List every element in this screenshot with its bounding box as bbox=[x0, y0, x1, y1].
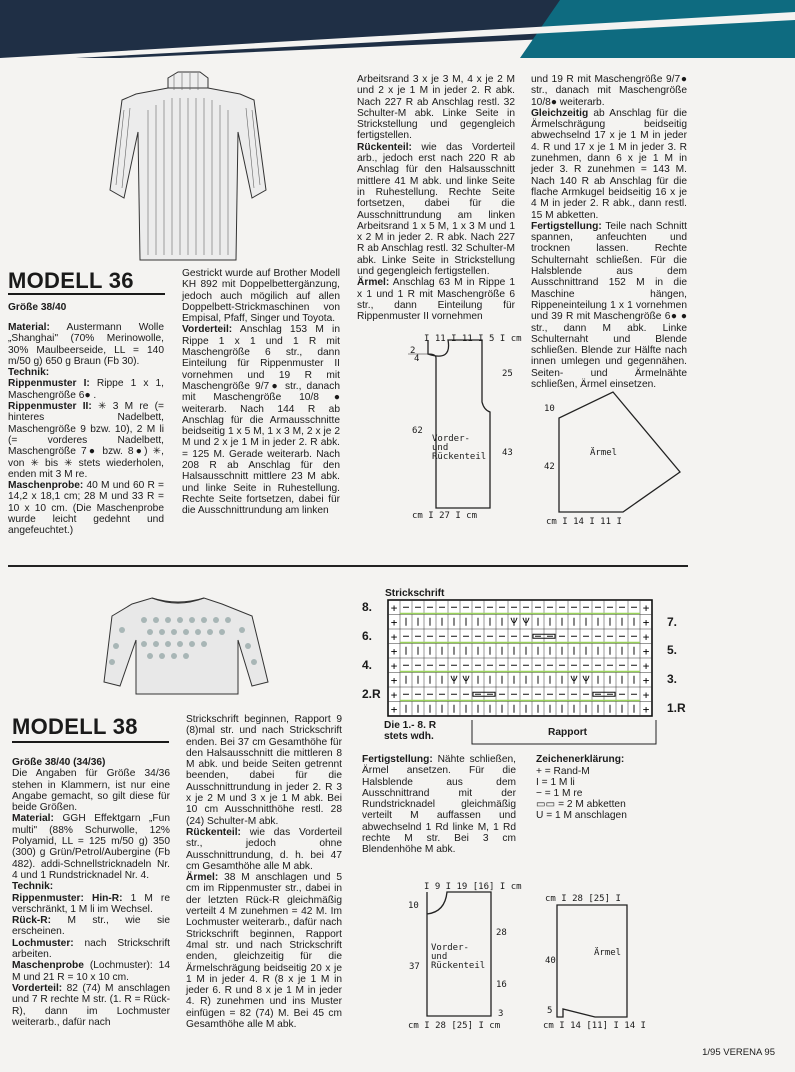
paragraph-heading: Fertigstellung: bbox=[531, 220, 602, 232]
chart-title: Strickschrift bbox=[385, 588, 445, 599]
paragraph-text: Strickschrift beginnen, Rapport 9 (8)mal str. und nach Strickschrift enden. Bei 37 cm Gesamthöhe für den Halsausschnitt die mittleren 8 M abk. und beide Seiten getrennt beenden, dabei für die Ausschnittrundung in jeder 2. R 3 x je 2 M und 3 x je 1 M abk. Bei 10 cm Ausschnitthöhe restl. 28 (24) Schulter-M abk. bbox=[186, 714, 342, 827]
paragraph-heading: Material: bbox=[12, 813, 54, 825]
paragraph-text: Anschlag 153 M in Rippe 1 x 1 und 1 R mit Maschengröße 6 str., dann Einteilung für Rippenmuster II vornehmen und 19 R mit Maschengröße 9/7● str., danach mit Maschengröße 10/8● weiterarb. Nach 144 R ab Anschlag für die Armausschnitte beidseitig 1 x 5 M, 1 x 3 M, 2 x je 2 M und 2 x je 1 M in jeder 2. R abk. = 125 M. Gerade weiterarb. Nach 208 R ab Anschlag für den Halsausschnitt mittlere 23 M abk. und linke Seite in Ruhestellung. Rechte Seite fortsetzen, dabei für die Ausschnittrundung am linken bbox=[182, 324, 340, 517]
paragraph-text: 38 M anschlagen und 5 cm im Rippenmuster str., dabei in der letzten Rück-R gleichmäßig verteilt 4 M zunehmen = 42 M. Im Lochmuster weiterarb., dafür nach Strickschrift beginnen, Rapport 4mal str. und nach Strickschrift enden, gleichzeitig für die Ärmelschrägung beidseitig 20 x je 1 M in jeder 4. R (8 x je 1 M in jeder 6. R und 8 x je 1 M in jeder 4. R) zunehmen und ins Muster einfügen = 82 (74) M. Bei 45 cm Gesamthöhe alle M abk. bbox=[186, 872, 342, 1031]
m38-front-top-dim: I 9 I 19 [16] I cm bbox=[424, 882, 522, 892]
paragraph-text: nach Strickschrift arbeiten. bbox=[12, 937, 170, 961]
paragraph-heading: Rippenmuster I: bbox=[8, 378, 90, 390]
paragraph-heading: Ärmel: bbox=[357, 277, 390, 289]
svg-text:+: + bbox=[390, 659, 398, 673]
paragraph-heading: Vorderteil: bbox=[182, 324, 233, 336]
m36-front-top-dim: I 11 I 11 I 5 I cm bbox=[424, 334, 522, 344]
paragraph-text: Rippe 1 x 1, Maschengröße 6● . bbox=[8, 378, 164, 401]
chart-row-2: 2.R bbox=[362, 687, 381, 701]
model-36-title: MODELL 36 bbox=[8, 268, 134, 293]
svg-text:+: + bbox=[642, 688, 650, 702]
m38-front-label-2: und bbox=[431, 952, 448, 962]
paragraph-text: wie das Vorderteil arb., jedoch erst nach 220 R ab Anschlag für den Halsausschnitt mittlere 41 M abk. und linke Seite in Ruhestellung. Rechte Seite fortsetzen, dabei für die Ausschnittrundung am linken Arbeitsrand 1 x 5 M, 1 x 3 M und 1 x 2 M in jeder 2. R abk. Nach 227 R ab Anschlag restl. 32 Schulter-M abk. Linke Seite in Strickstellung und gegengleich fertigstellen. bbox=[357, 141, 515, 278]
svg-text:+: + bbox=[642, 630, 650, 644]
paragraph-heading: Maschenprobe: bbox=[8, 480, 84, 492]
chart-row-7: 7. bbox=[667, 615, 678, 629]
svg-text:+: + bbox=[642, 702, 650, 716]
paragraph-heading: Größe 38/40 (34/36) bbox=[12, 757, 106, 768]
m36-front-bottom-dim: cm I 27 I cm bbox=[412, 511, 478, 521]
paragraph bbox=[531, 221, 687, 390]
m36-front-dim-4: 4 bbox=[414, 354, 420, 364]
paragraph bbox=[8, 378, 164, 401]
m38-sleeve-bottom-dim: cm I 14 [11] I 14 I bbox=[543, 1021, 646, 1031]
m38-text-col1 bbox=[12, 757, 170, 1028]
paragraph-heading: Technik: bbox=[12, 881, 54, 893]
paragraph-heading: Rückenteil: bbox=[357, 141, 412, 153]
chart-row-1: 1.R bbox=[667, 701, 686, 715]
chart-note-2: stets wdh. bbox=[384, 731, 434, 742]
paragraph-text: 40 M und 60 R = 14,2 x 18,1 cm; 28 M und 33 R = 10 x 10 cm. (Die Maschenprobe wurde leicht gedehnt und angefeuchtet.) bbox=[8, 480, 164, 537]
paragraph bbox=[8, 401, 164, 480]
paragraph-text: Die Angaben für Größe 34/36 stehen in Klammern, ist nur eine Angabe gemacht, so gilt diese für beide Größen. bbox=[12, 768, 170, 814]
m36-text-col2 bbox=[182, 268, 340, 517]
m36-front-label-2: und bbox=[432, 443, 449, 453]
paragraph bbox=[531, 108, 687, 221]
m36-front-dim-25: 25 bbox=[502, 369, 513, 379]
m36-sleeve-label: Ärmel bbox=[590, 448, 618, 458]
paragraph-heading: Gleichzeitig bbox=[531, 107, 589, 119]
model-36-title-rule bbox=[8, 293, 165, 295]
paragraph-text: Gestrickt wurde auf Brother Modell KH 892 mit Doppelbettergänzung, jedoch auch mögilich auf allen Doppelbett-Strickmaschinen von Empisal, Pfaff, Singer und Toyota. bbox=[182, 268, 340, 325]
m36-sleeve-bottom-dim: cm I 14 I 11 I bbox=[546, 517, 622, 527]
paragraph bbox=[12, 893, 170, 916]
paragraph bbox=[182, 324, 340, 516]
paragraph-heading: Lochmuster: bbox=[12, 937, 74, 949]
paragraph-heading: Vorderteil: bbox=[12, 982, 63, 994]
svg-text:+: + bbox=[390, 615, 398, 629]
m38-legend-item-1: + = Rand-M bbox=[536, 766, 590, 777]
sweater-38-sketch bbox=[92, 590, 272, 700]
paragraph-text: Austermann Wolle „Shanghai" (70% Merinowolle, 30% Maulbeerseide, LL = 140 m/50 g) 650 g Braun (Fb 30). bbox=[8, 322, 164, 367]
paragraph bbox=[12, 938, 170, 961]
chart-row-5: 5. bbox=[667, 643, 678, 657]
paragraph-text: 1 M re verschränkt, 1 M li im Wechsel. bbox=[12, 892, 170, 915]
paragraph bbox=[12, 915, 170, 938]
paragraph-text: ✳ 3 M re (= hinteres Nadelbett, Maschengröße 9 bzw. 10), 2 M li (= vorderes Nadelbett, Maschengröße 7● bzw. 8●) ✳, von ✳ bis ✳ stets wiederholen, enden mit 3 M re. bbox=[8, 401, 164, 480]
m38-text-col2 bbox=[186, 714, 342, 1030]
chart-row-3: 3. bbox=[667, 672, 678, 686]
svg-text:+: + bbox=[390, 688, 398, 702]
m38-front-dim-16: 16 bbox=[496, 980, 507, 990]
paragraph-text: M str., wie sie erscheinen. bbox=[12, 915, 170, 938]
paragraph bbox=[357, 277, 515, 322]
rapport-label: Rapport bbox=[548, 727, 588, 738]
m36-sleeve-diagram bbox=[555, 390, 685, 515]
m38-sleeve-dim-40: 40 bbox=[545, 956, 556, 966]
paragraph-text: wie das Vorderteil str., jedoch ohne Ausschnittrundung, d. h. bei 47 cm Gesamthöhe alle M abk. bbox=[186, 826, 342, 872]
m36-front-label-1: Vorder- bbox=[432, 434, 470, 444]
m36-front-dim-62: 62 bbox=[412, 426, 423, 436]
svg-text:+: + bbox=[642, 673, 650, 687]
paragraph-text: 82 (74) M anschlagen und 7 R rechte M str. (1. R = Rück-R), dann im Lochmuster weiterarb., dafür nach bbox=[12, 982, 170, 1028]
m38-front-label-1: Vorder- bbox=[431, 943, 469, 953]
svg-text:+: + bbox=[390, 673, 398, 687]
svg-text:+: + bbox=[390, 601, 398, 615]
paragraph-text: Teile nach Schnitt spannen, anfeuchten und trocknen lassen. Rechte Schulternaht schließen. Für die Halsblende aus dem Ausschnittrand 152 M in die Maschine hängen, Rippeneinteilung 1 x 1 vornehmen und 39 R mit Maschengröße 6● ● str., dann M abk. Linke Schulternaht und Blende schließen. Blende zur Hälfte nach innen umlegen und gegennähen. Seiten- und Ärmelnähte schließen, Ärmel einsetzen. bbox=[531, 220, 687, 391]
m38-legend-title: Zeichenerklärung: bbox=[536, 754, 625, 765]
paragraph bbox=[186, 714, 342, 827]
paragraph-heading: Ärmel: bbox=[186, 872, 219, 884]
m38-legend-item-3: − = 1 M re bbox=[536, 788, 583, 799]
chart-row-8: 8. bbox=[362, 600, 373, 614]
paragraph-heading: Rück-R: bbox=[12, 915, 52, 927]
paragraph bbox=[357, 142, 515, 278]
paragraph bbox=[362, 754, 516, 856]
paragraph-heading: Fertigstellung: bbox=[362, 754, 433, 765]
paragraph-heading: Material: bbox=[8, 322, 50, 333]
m38-front-dim-28: 28 bbox=[496, 928, 507, 938]
m38-sleeve-top-dim: cm I 28 [25] I bbox=[545, 894, 621, 904]
paragraph-heading: Technik: bbox=[8, 367, 50, 379]
paragraph bbox=[8, 322, 164, 367]
section-divider bbox=[8, 565, 688, 567]
m36-front-dim-43: 43 bbox=[502, 448, 513, 458]
paragraph-text: ab Anschlag für die Ärmelschrägung beidseitig abwechselnd 17 x je 1 M in jeder 4. R und 17 x je 1 M in jeder 3. R zunehmen, dann 6 x je 1 M in jeder 3. R zunehmen = 143 M. Nach 140 R ab Anschlag für die flache Armkugel beidseitig 16 x je 4 M in jeder 2. R abk., dann restl. 15 M abketten. bbox=[531, 107, 687, 221]
paragraph bbox=[12, 757, 170, 768]
page-footer: 1/95 VERENA 95 bbox=[702, 1047, 775, 1058]
paragraph bbox=[186, 872, 342, 1030]
paragraph bbox=[12, 768, 170, 813]
paragraph bbox=[531, 74, 687, 108]
m38-text-col3 bbox=[362, 754, 516, 856]
m38-legend-item-4: ▭▭ = 2 M abketten bbox=[536, 799, 626, 810]
svg-text:+: + bbox=[390, 702, 398, 716]
paragraph-heading: Rückenteil: bbox=[186, 826, 241, 838]
chart-note-1: Die 1.- 8. R bbox=[384, 720, 437, 731]
svg-text:+: + bbox=[642, 601, 650, 615]
paragraph-text: und 19 R mit Maschengröße 9/7● str., danach mit Maschengröße 10/8● weiterarb. bbox=[531, 74, 687, 108]
svg-text:+: + bbox=[390, 630, 398, 644]
m36-text-col3 bbox=[357, 74, 515, 323]
model-38-title-rule bbox=[12, 741, 169, 743]
paragraph bbox=[8, 367, 164, 378]
m36-front-back-diagram bbox=[408, 332, 518, 522]
paragraph-heading: Maschenprobe bbox=[12, 960, 84, 972]
paragraph-text: (Lochmuster): 14 M und 21 R = 10 x 10 cm. bbox=[12, 960, 170, 983]
paragraph bbox=[186, 827, 342, 872]
chart-row-4: 4. bbox=[362, 658, 373, 672]
paragraph-heading: Rippenmuster II: bbox=[8, 401, 92, 413]
paragraph-heading: Rippenmuster: Hin-R: bbox=[12, 892, 123, 904]
paragraph-text: Anschlag 63 M in Rippe 1 x 1 und 1 R mit Maschengröße 6 str., dann Einteilung für Rippenmuster II vornehmen bbox=[357, 277, 515, 323]
m38-sleeve-label: Ärmel bbox=[594, 948, 622, 958]
paragraph-text: Arbeitsrand 3 x je 3 M, 4 x je 2 M und 2 x je 1 M in jeder 2. R abk. Nach 227 R ab Anschlag restl. 32 Schulter-M abk. Linke Seite in Strickstellung und gegengleich fertigstellen. bbox=[357, 74, 515, 142]
paragraph bbox=[12, 960, 170, 983]
paragraph-text: Nähte schließen, Ärmel ansetzen. Für die Halsblende aus dem Ausschnittrand mit der Rundstricknadel gleichmäßig verteilt M auffassen und abwechselnd 1 Rd linke M, 1 Rd rechte M str. Bei 3 cm Blendenhöhe M abk. bbox=[362, 754, 516, 856]
paragraph bbox=[8, 480, 164, 536]
m36-front-label-3: Rückenteil bbox=[432, 452, 487, 462]
m38-front-dim-3: 3 bbox=[498, 1009, 504, 1019]
chart-row-6: 6. bbox=[362, 629, 373, 643]
svg-text:+: + bbox=[642, 659, 650, 673]
m38-legend-item-5: U = 1 M anschlagen bbox=[536, 810, 627, 821]
paragraph bbox=[12, 881, 170, 892]
m38-legend-item-2: I = 1 M li bbox=[536, 777, 575, 788]
m36-text-col1 bbox=[8, 322, 164, 537]
m38-front-label-3: Rückenteil bbox=[431, 961, 486, 971]
m38-sleeve-diagram bbox=[555, 903, 635, 1021]
model-36-size: Größe 38/40 bbox=[8, 302, 67, 313]
svg-text:+: + bbox=[642, 644, 650, 658]
m36-sleeve-dim-42: 42 bbox=[544, 462, 555, 472]
top-color-band bbox=[0, 0, 795, 58]
svg-text:+: + bbox=[642, 615, 650, 629]
paragraph bbox=[182, 268, 340, 324]
m36-sleeve-dim-10: 10 bbox=[544, 404, 555, 414]
svg-text:+: + bbox=[390, 644, 398, 658]
m38-sleeve-dim-5: 5 bbox=[547, 1006, 553, 1016]
paragraph-text: GGH Effektgarn „Fun multi" (88% Schurwolle, 12% Polyamid, LL = 125 m/50 g) 350 (300) g Grün/Petrol/Aubergine (Fb 482). addi-Schnellstricknadeln Nr. 4 und 1 Rundstricknadel Nr. 4. bbox=[12, 813, 170, 881]
sweater-36-sketch bbox=[108, 70, 268, 265]
paragraph bbox=[12, 813, 170, 881]
paragraph bbox=[357, 74, 515, 142]
m38-front-dim-37: 37 bbox=[409, 962, 420, 972]
model-38-title: MODELL 38 bbox=[12, 714, 138, 739]
m36-front-dim-2: 2 bbox=[410, 346, 416, 356]
m38-front-dim-10: 10 bbox=[408, 901, 419, 911]
stitch-chart-grid bbox=[386, 598, 662, 718]
m38-front-bottom-dim: cm I 28 [25] I cm bbox=[408, 1021, 501, 1031]
paragraph bbox=[12, 983, 170, 1028]
m36-text-col4 bbox=[531, 74, 687, 390]
